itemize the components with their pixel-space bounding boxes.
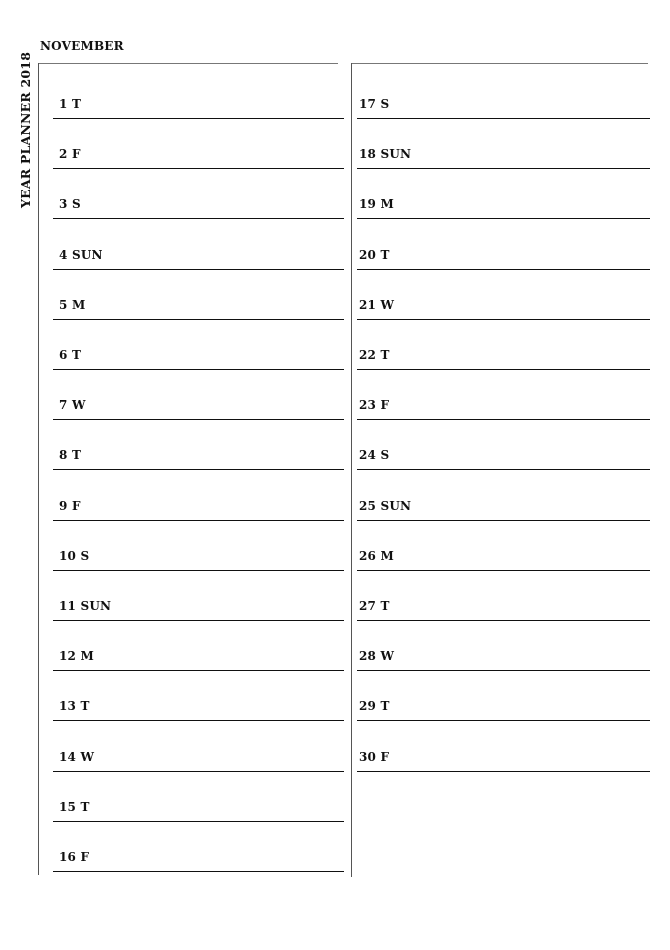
day-weekday: F: [71, 498, 81, 513]
day-entry-line[interactable]: [357, 269, 650, 270]
day-label: [359, 750, 389, 764]
day-number: 30: [359, 749, 377, 764]
day-weekday: W: [80, 749, 95, 764]
day-weekday: T: [80, 699, 90, 714]
day-entry-line[interactable]: [357, 570, 650, 571]
day-weekday: S: [71, 197, 81, 212]
day-entry-line[interactable]: [357, 319, 650, 320]
day-entry-line[interactable]: [53, 871, 344, 872]
day-entry-line[interactable]: [53, 771, 344, 772]
day-label: [59, 448, 81, 462]
day-number: 12: [59, 649, 77, 664]
day-weekday: T: [380, 348, 390, 362]
day-label: [359, 298, 394, 312]
day-label: [359, 699, 390, 713]
day-entry-line[interactable]: [53, 670, 344, 671]
day-weekday: M: [71, 297, 86, 312]
day-label: [59, 97, 81, 111]
day-weekday: SUN: [71, 247, 103, 262]
day-weekday: M: [380, 197, 394, 212]
day-entry-line[interactable]: [53, 118, 344, 119]
day-label: [359, 649, 394, 663]
day-weekday: S: [80, 548, 90, 563]
column-frame-top: [38, 63, 338, 64]
day-label: [359, 348, 390, 362]
day-weekday: W: [380, 297, 395, 312]
day-number: 29: [359, 699, 377, 714]
day-number: 2: [59, 147, 68, 162]
day-weekday: T: [71, 348, 82, 362]
day-label: [359, 599, 390, 613]
day-entry-line[interactable]: [53, 720, 344, 721]
day-weekday: F: [71, 147, 81, 162]
day-entry-line[interactable]: [357, 620, 650, 621]
day-label: [359, 147, 411, 161]
day-entry-line[interactable]: [357, 118, 650, 119]
day-number: 13: [59, 699, 77, 714]
day-weekday: S: [380, 97, 390, 111]
day-number: 11: [59, 599, 77, 613]
day-number: 25: [359, 498, 377, 513]
day-weekday: T: [380, 247, 390, 262]
day-number: 7: [59, 398, 68, 413]
day-number: 18: [359, 147, 377, 162]
day-number: 4: [59, 247, 68, 262]
day-number: 5: [59, 297, 68, 312]
day-label: [359, 398, 389, 412]
day-entry-line[interactable]: [357, 720, 650, 721]
day-weekday: SUN: [380, 498, 412, 513]
day-label: [59, 800, 90, 814]
day-weekday: M: [80, 649, 94, 664]
day-number: 8: [59, 448, 68, 463]
day-label: [59, 549, 89, 563]
day-entry-line[interactable]: [357, 218, 650, 219]
day-entry-line[interactable]: [357, 771, 650, 772]
day-number: 14: [59, 749, 77, 764]
day-weekday: T: [80, 799, 90, 814]
day-entry-line[interactable]: [53, 369, 344, 370]
day-weekday: T: [380, 599, 390, 613]
day-label: [59, 398, 86, 412]
day-label: [359, 97, 389, 111]
day-entry-line[interactable]: [53, 419, 344, 420]
day-entry-line[interactable]: [357, 670, 650, 671]
day-entry-line[interactable]: [53, 620, 344, 621]
day-entry-line[interactable]: [53, 469, 344, 470]
day-label: [59, 750, 94, 764]
day-number: 20: [359, 247, 377, 262]
day-label: [59, 248, 103, 262]
day-weekday: F: [80, 850, 90, 864]
day-label: [359, 448, 389, 462]
day-number: 21: [359, 297, 377, 312]
day-number: 22: [359, 348, 377, 362]
day-number: 17: [359, 97, 377, 111]
day-weekday: SUN: [80, 599, 112, 613]
day-number: 16: [59, 850, 77, 864]
day-number: 6: [59, 348, 68, 362]
day-entry-line[interactable]: [357, 520, 650, 521]
day-entry-line[interactable]: [53, 168, 344, 169]
column-frame-top: [351, 63, 648, 64]
column-frame-left: [38, 63, 39, 875]
day-number: 24: [359, 448, 377, 463]
day-entry-line[interactable]: [357, 419, 650, 420]
day-entry-line[interactable]: [53, 319, 344, 320]
day-number: 3: [59, 197, 68, 212]
day-label: [59, 649, 94, 663]
day-label: [59, 599, 111, 613]
day-weekday: W: [71, 398, 86, 413]
day-label: [59, 850, 89, 864]
day-number: 9: [59, 498, 68, 513]
day-weekday: F: [380, 749, 390, 764]
day-weekday: W: [380, 649, 395, 664]
column-frame-left: [351, 63, 352, 877]
day-entry-line[interactable]: [53, 821, 344, 822]
day-label: [59, 348, 81, 362]
day-entry-line[interactable]: [53, 520, 344, 521]
day-label: [59, 197, 81, 211]
day-label: [359, 549, 394, 563]
day-weekday: F: [380, 398, 390, 413]
day-weekday: T: [380, 699, 390, 714]
day-entry-line[interactable]: [53, 218, 344, 219]
month-title: NOVEMBER: [40, 39, 124, 53]
day-number: 23: [359, 398, 377, 413]
day-label: [359, 197, 394, 211]
day-entry-line[interactable]: [53, 570, 344, 571]
day-entry-line[interactable]: [357, 369, 650, 370]
day-entry-line[interactable]: [357, 168, 650, 169]
day-weekday: T: [71, 97, 82, 111]
day-label: [59, 147, 81, 161]
day-label: [59, 499, 81, 513]
day-number: 19: [359, 197, 377, 212]
day-entry-line[interactable]: [357, 469, 650, 470]
day-label: [359, 248, 390, 262]
planner-side-title: YEAR PLANNER 2018: [18, 51, 33, 208]
day-label: [59, 298, 85, 312]
day-weekday: M: [380, 548, 394, 563]
day-label: [359, 499, 411, 513]
day-weekday: SUN: [380, 147, 412, 162]
day-entry-line[interactable]: [53, 269, 344, 270]
day-number: 1: [59, 97, 68, 111]
day-label: [59, 699, 90, 713]
day-number: 28: [359, 649, 377, 664]
day-number: 15: [59, 799, 77, 814]
day-number: 26: [359, 548, 377, 563]
day-number: 10: [59, 548, 77, 563]
day-number: 27: [359, 599, 377, 613]
day-weekday: S: [380, 448, 390, 463]
day-weekday: T: [71, 448, 82, 463]
